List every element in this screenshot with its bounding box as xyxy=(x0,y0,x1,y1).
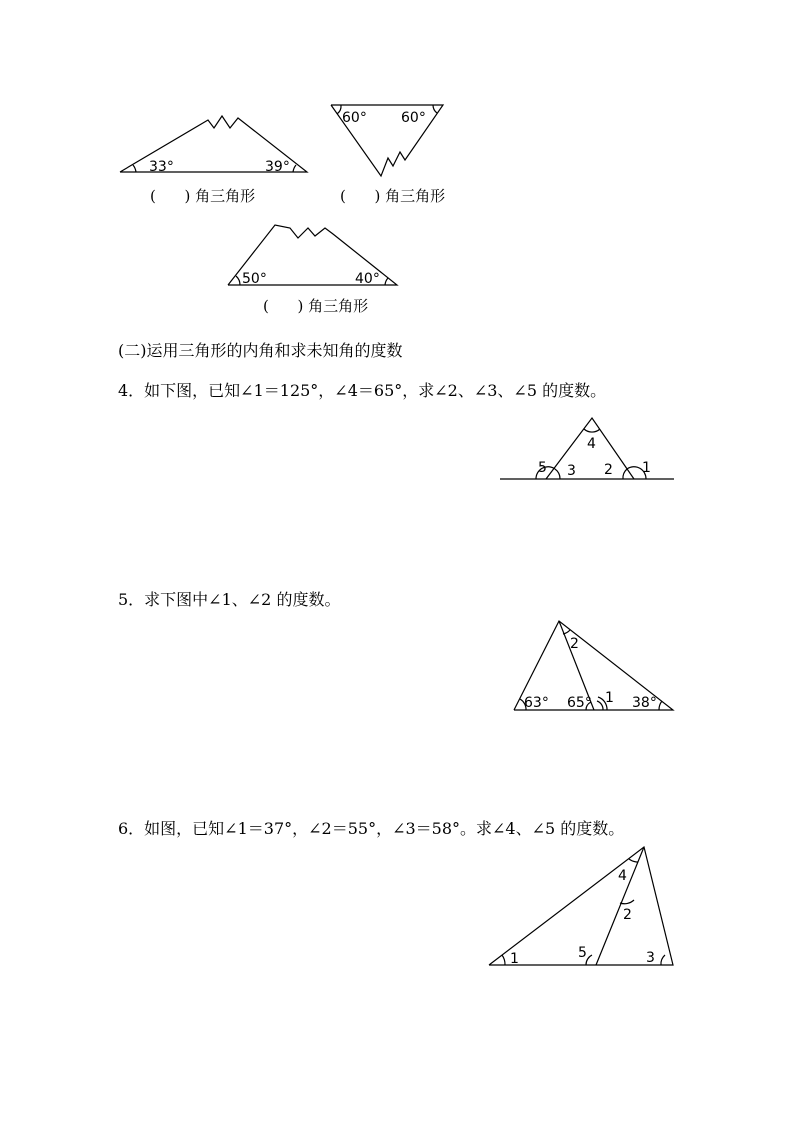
angle-arc-left xyxy=(133,165,136,172)
angle-label-50: 50° xyxy=(242,271,267,287)
angle-arc-38 xyxy=(659,701,662,710)
question-4: 4．如下图，已知∠1＝125°，∠4＝65°，求∠2、∠3、∠5 的度数。 xyxy=(118,381,607,400)
angle-arc-1 xyxy=(502,955,505,965)
angle-label-1: 1 xyxy=(510,951,519,967)
angle-label-5: 5 xyxy=(578,945,587,961)
section-heading: (二)运用三角形的内角和求未知角的度数 xyxy=(118,341,403,360)
angle-arc-right xyxy=(385,278,388,285)
angle-label-2: 2 xyxy=(604,462,613,478)
angle-arc-left xyxy=(337,105,341,114)
angle-label-40: 40° xyxy=(355,271,380,287)
angle-arc-left xyxy=(236,276,240,285)
blank-answer-3: ( ) 角三角形 xyxy=(263,297,369,315)
angle-label-4: 4 xyxy=(618,868,627,884)
figure-question-6 xyxy=(484,840,679,970)
angle-label-38: 38° xyxy=(632,695,657,711)
angle-label-3: 3 xyxy=(567,463,576,479)
figure-triangle-60-60 xyxy=(325,98,450,180)
angle-label-1: 1 xyxy=(642,460,651,476)
angle-label-4: 4 xyxy=(587,436,596,452)
figure-triangle-33-39 xyxy=(110,105,320,180)
figure-question-4 xyxy=(495,412,680,484)
question-5: 5．求下图中∠1、∠2 的度数。 xyxy=(118,590,341,609)
angle-arc-right xyxy=(293,165,296,172)
question-6: 6．如图，已知∠1＝37°，∠2＝55°，∠3＝58°。求∠4、∠5 的度数。 xyxy=(118,819,625,838)
angle-label-2: 2 xyxy=(623,907,632,923)
angle-arc-2 xyxy=(563,630,570,634)
angle-label-60-right: 60° xyxy=(401,110,426,126)
angle-label-60-left: 60° xyxy=(342,110,367,126)
angle-arc-4 xyxy=(629,859,638,862)
angle-label-2: 2 xyxy=(570,636,579,652)
angle-arc-2 xyxy=(623,469,627,479)
angle-label-65: 65° xyxy=(567,695,592,711)
angle-arc-4 xyxy=(584,429,600,432)
angle-label-5: 5 xyxy=(538,460,547,476)
angle-label-1: 1 xyxy=(605,690,614,706)
blank-answer-2: ( ) 角三角形 xyxy=(340,187,446,205)
figure-triangle-50-40 xyxy=(220,215,405,290)
angle-arc-right xyxy=(433,105,437,113)
angle-arc-3 xyxy=(555,469,560,479)
angle-label-3: 3 xyxy=(646,950,655,966)
blank-answer-1: ( ) 角三角形 xyxy=(150,187,256,205)
figure-question-5 xyxy=(508,615,678,715)
angle-arc-1-inner xyxy=(597,701,603,710)
angle-label-33: 33° xyxy=(149,159,174,175)
angle-label-63: 63° xyxy=(524,695,549,711)
angle-label-39: 39° xyxy=(265,159,290,175)
angle-arc-3 xyxy=(661,955,665,965)
